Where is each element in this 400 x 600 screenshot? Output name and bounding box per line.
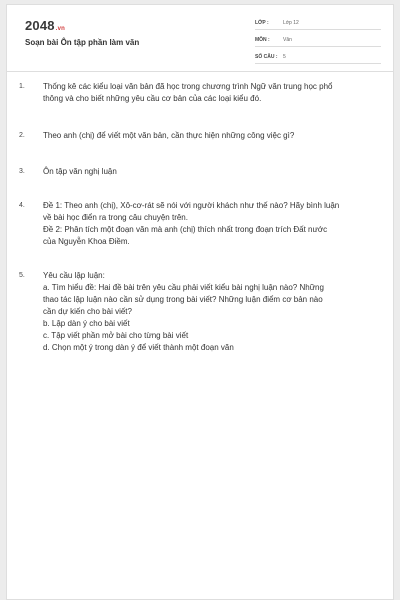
question-text: về bài học điển ra trong câu chuyện trên.	[43, 213, 188, 222]
question-item	[19, 270, 385, 354]
meta-label: LỚP :	[255, 19, 269, 26]
question-text: của Nguyễn Khoa Điềm.	[43, 237, 130, 246]
question-subpart-text: thao tác lập luận nào cần sử dụng trong bài viết? Những luận điểm cơ bản nào	[43, 295, 323, 304]
question-text: Thống kê các kiểu loại văn bản đã học trong chương trình Ngữ văn trung học phổ	[43, 82, 333, 91]
meta-label: MÔN :	[255, 36, 270, 43]
document-title: Soạn bài Ôn tập phần làm văn	[25, 38, 140, 47]
question-subpart-text: b. Lập dàn ý cho bài viết	[43, 319, 130, 328]
question-text: Đề 1: Theo anh (chị), Xô-cơ-rát sẽ nói với người khách như thế nào? Hãy bình luận	[43, 201, 340, 210]
question-item	[19, 200, 385, 248]
question-text: Theo anh (chị) để viết một văn bản, cần thực hiện những công việc gì?	[43, 131, 295, 140]
meta-row-subject	[255, 33, 381, 47]
question-subpart-text: c. Tập viết phần mở bài cho từng bài viết	[43, 331, 189, 340]
question-subpart-text: a. Tìm hiểu đề: Hai đề bài trên yêu cầu phải viết kiểu bài nghị luận nào? Những	[43, 283, 324, 292]
question-item	[19, 130, 385, 142]
logo-number: 2048	[25, 18, 55, 33]
worksheet-page	[6, 4, 394, 600]
meta-row-class	[255, 16, 381, 30]
header-divider	[7, 71, 393, 72]
question-subpart-text: d. Chọn một ý trong dàn ý để viết thành một đoạn văn	[43, 343, 234, 352]
question-number: 2.	[19, 132, 25, 139]
worksheet-header	[7, 5, 393, 67]
meta-panel	[255, 16, 381, 67]
question-number: 5.	[19, 272, 25, 279]
question-text: Đề 2: Phân tích một đoạn văn mà anh (chị) thích nhất trong đoạn trích Đất nước	[43, 225, 328, 234]
question-number: 3.	[19, 168, 25, 175]
site-logo[interactable]	[25, 18, 65, 33]
meta-row-question-count	[255, 50, 381, 64]
question-number: 1.	[19, 83, 25, 90]
question-list	[19, 81, 385, 354]
question-number: 4.	[19, 202, 25, 209]
meta-value: Lớp 12	[283, 19, 299, 26]
question-text: Yêu cầu lập luận:	[43, 271, 105, 280]
question-text: Ôn tập văn nghị luận	[43, 167, 117, 176]
meta-value: Văn	[283, 36, 292, 43]
question-text: thông và cho biết những yêu cầu cơ bản của các loại kiểu đó.	[43, 94, 262, 103]
logo-domain: .vn	[55, 26, 66, 32]
question-item	[19, 81, 385, 105]
meta-label: SỐ CÂU :	[255, 53, 278, 60]
meta-value: 5	[283, 53, 286, 60]
question-item	[19, 166, 385, 178]
question-subpart-text: cần dự kiến cho bài viết?	[43, 307, 132, 316]
